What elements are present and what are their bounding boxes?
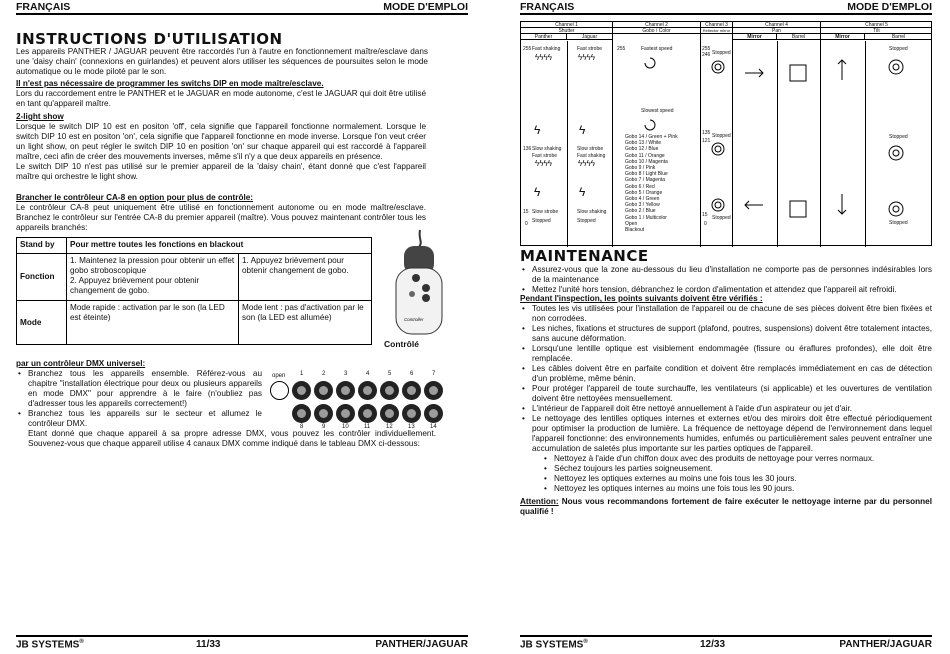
- dmx-value: 0: [704, 221, 707, 227]
- gobo-number: 4: [366, 371, 370, 377]
- gobo-list-item: Gobo 8 / Light Blue: [625, 171, 668, 178]
- rotate-icon: [643, 56, 657, 70]
- gobo-icon: [336, 404, 355, 423]
- fonction-cell-1a: 1. Maintenez la pression pour obtenir un effet gobo stroboscopique: [70, 256, 235, 275]
- gobo-icon: [424, 381, 443, 400]
- controller-caption: Contrôlé: [384, 339, 419, 349]
- dmx-value: 136: [523, 146, 532, 152]
- inspection-bullet: • Les câbles doivent être en parfaite condition et doivent être remplacés immédiatement en cas de détection d'un problème, même bénin.: [520, 364, 932, 384]
- gobo-list-item: Gobo 6 / Red: [625, 183, 655, 190]
- maintenance-bullets: [520, 265, 932, 295]
- pan-arrow-icon: [743, 66, 765, 80]
- gobo-number: 9: [322, 424, 326, 430]
- dmx-col-channel4: [733, 22, 821, 247]
- dmx-value: 135: [702, 130, 711, 136]
- channel-variant: Jaguar: [567, 34, 612, 40]
- gobo-icon: [380, 381, 399, 400]
- gobo-number: 13: [408, 424, 415, 430]
- attention-label: Attention:: [520, 497, 559, 506]
- dmx-label: Stopped: [889, 220, 908, 226]
- gobo-icon: [380, 404, 399, 423]
- dmx-col-channel3: [701, 22, 733, 247]
- spiral-icon: [887, 144, 905, 162]
- inspection-bullet: • Pour protéger l'appareil de toute surchauffe, les ventilateurs (si applicable) et les ouvertures de ventilation doivent être nettoyées mensuellement.: [520, 384, 932, 404]
- inspection-bullets: [520, 304, 932, 494]
- dmx-label: Stopped: [712, 50, 731, 56]
- inspection-bullet: • Le nettoyage des lentilles optiques internes et externes et/ou des miroirs doit être effectué périodiquement pour optimiser la production de lumière. La fréquence de nettoyage dépend de l'environnement dans lequel l'appareil fonctionne: des environnements humides, enfumés ou particulièrement sales peuvent entraîner une accumulation de saletés plus importante sur les parties optiques de l'appareil.: [520, 414, 932, 454]
- row-label-fonction: Fonction: [17, 254, 67, 301]
- dmx-label: Stopped: [889, 46, 908, 52]
- spiral-icon: [711, 198, 725, 212]
- page-header: [520, 1, 932, 15]
- gobo-icon: [402, 381, 421, 400]
- dmx-value: 0: [525, 221, 528, 227]
- gobo-list-item: Blackout: [625, 227, 645, 234]
- light-show-paragraph: Lorsque le switch DIP 10 est en positon 'off', cela signifie que l'appareil fonctionne normalement. Lorsque le switch DIP 10 est en positon 'on', cela signifie que l'appareil fonctionne en mode inverse. Lorsque l'on veut créer un light show, on peut régler le switch DIP 10 en position 'on' sur chaque appareil qui est raccordé à l'appareil maître, ceci afin de créer des mouvements inverses, même s'il n'y a que deux appareils en présence. Le switch DIP 10 n'est pas utilisé sur le premier appareil de la 'daisy chain', étant donné que c'est l'appareil maître qui orchestre le light show.: [16, 122, 426, 181]
- rotate-icon: [643, 118, 657, 132]
- maintenance-title: MAINTENANCE: [520, 247, 649, 265]
- ca8-heading: Brancher le contrôleur CA-8 en option pour plus de contrôle:: [16, 193, 254, 202]
- dmx-bullets: [16, 369, 262, 429]
- gobo-chart-row2: [270, 404, 442, 444]
- footer-brand: JB SYSTEMS: [16, 639, 80, 651]
- attention-text: Nous vous recommandons fortement de faire exécuter le nettoyage interne par du personnel qualifié !: [520, 497, 932, 516]
- gobo-icon: [358, 381, 377, 400]
- dmx-label: Fast strobe: [577, 46, 603, 52]
- gobo-list-item: Gobo 5 / Orange: [625, 189, 663, 196]
- channel-subheader: Shutter: [521, 28, 612, 34]
- dmx-label: Slow shaking: [532, 146, 562, 152]
- dmx-label: Stopped: [712, 215, 731, 221]
- inspection-heading: Pendant l'inspection, les points suivants doivent être vérifiés :: [520, 294, 763, 303]
- footer-page-number: 11/33: [196, 639, 221, 650]
- strobe-icon: ϟϟϟϟ: [578, 53, 595, 62]
- gobo-icon: [314, 381, 333, 400]
- dip-heading: Il n'est pas nécessaire de programmer les switchs DIP en mode maître/esclave.: [16, 79, 324, 88]
- channel-header: Channel 4: [733, 22, 820, 28]
- gobo-number: 5: [388, 371, 392, 377]
- channel-header: Channel 2: [613, 22, 700, 28]
- light-show-heading: 2-light show: [16, 112, 64, 121]
- gobo-list-item: Gobo 14 / Green + Pink: [625, 134, 678, 140]
- gobo-icon: [292, 381, 311, 400]
- dmx-label: Fast shaking: [577, 153, 606, 159]
- dmx-label: Slow strobe: [532, 209, 559, 215]
- controller-label: Controller: [404, 317, 424, 322]
- intro-paragraph: Les appareils PANTHER / JAGUAR peuvent être raccordés l'un à l'autre en fonctionnement maître/esclave dans une 'daisy chain' (connexions en guirlandes) et peuvent alors utiliser les séquences de poursuites selon le mode automatique ou le mode piloté par le son.: [16, 47, 428, 76]
- dmx-value: 15: [702, 212, 708, 218]
- channel-header: Channel 5: [821, 22, 932, 28]
- dmx-col-channel5: [821, 22, 932, 247]
- lightning-icon: ϟ: [579, 185, 586, 199]
- header-language: FRANÇAIS: [520, 1, 575, 13]
- gobo-icon: [292, 404, 311, 423]
- channel-subheader: Gobo / Color: [613, 28, 700, 34]
- gobo-icon: [402, 404, 421, 423]
- dip-paragraph: Lors du raccordement entre le PANTHER et le JAGUAR en mode autonome, c'est le JAGUAR qui doit être utilisé en tant qu'appareil maître.: [16, 89, 426, 108]
- inspection-bullet: • Lorsqu'une lentille optique est visiblement endommagée (fissure ou éraflures profondes), elle doit être remplacée.: [520, 344, 932, 364]
- spiral-icon: [887, 200, 905, 218]
- lightning-icon: ϟ: [534, 185, 541, 199]
- dmx-paragraph: Etant donné que chaque appareil à sa propre adresse DMX, vous pouvez les contrôler individuellement. Souvenez-vous que chaque appareil utilise 4 canaux DMX comme indiqué dans le tableau DMX ci-dessous:: [28, 429, 436, 448]
- gobo-number: 10: [342, 424, 349, 430]
- dmx-value: 246: [702, 52, 711, 58]
- dmx-value: 121: [702, 138, 711, 144]
- gobo-icon: [314, 404, 333, 423]
- cleaning-sub-bullet: • Nettoyez les optiques internes au moins une fois tous les 90 jours.: [520, 484, 932, 494]
- page-footer: [16, 635, 468, 651]
- row-label-mode: Mode: [17, 301, 67, 345]
- lightning-icon: ϟ: [579, 123, 586, 137]
- cleaning-sub-bullet: • Nettoyez à l'aide d'un chiffon doux avec des produits de nettoyage pour verres normaux.: [520, 454, 932, 464]
- controller-table: [16, 237, 372, 345]
- header-title: MODE D'EMPLOI: [847, 1, 932, 13]
- maintenance-bullet: • Mettez l'unité hors tension, débranchez le cordon d'alimentation et attendez que l'appareil ait refroidi.: [520, 285, 932, 295]
- gobo-list-item: Gobo 3 / Yellow: [625, 202, 660, 209]
- cleaning-sub-bullet: • Séchez toujours les parties soigneusement.: [520, 464, 932, 474]
- table-header-desc: Pour mettre toutes les fonctions en blackout: [67, 238, 372, 254]
- spiral-icon: [711, 60, 725, 74]
- dmx-value: 255: [702, 46, 711, 52]
- cleaning-sub-bullet: • Nettoyez les optiques externes au moins une fois tous les 30 jours.: [520, 474, 932, 484]
- gobo-list-item: Gobo 10 / Magenta: [625, 158, 668, 165]
- gobo-number: 11: [364, 424, 371, 430]
- channel-variant: Mirror: [821, 34, 865, 40]
- dmx-col-channel1: [521, 22, 613, 247]
- strobe-icon: ϟϟϟϟ: [578, 159, 595, 168]
- inspection-bullet: • Toutes les vis utilisées pour l'installation de l'appareil ou de chacune de ses pièces doivent être bien fixées et non corrodées.: [520, 304, 932, 324]
- header-language: FRANÇAIS: [16, 1, 71, 13]
- gobo-number: 6: [410, 371, 414, 377]
- barrel-icon: [787, 198, 809, 220]
- inspection-bullet: • Les niches, fixations et structures de support (plafond, poutres, suspensions) doivent être totalement intactes, sans aucune déformation.: [520, 324, 932, 344]
- gobo-list: [625, 134, 678, 233]
- dmx-label: Stopped: [889, 134, 908, 140]
- gobo-number: 3: [344, 371, 348, 377]
- ca8-paragraph: Le contrôleur CA-8 peut uniquement être utilisé en fonctionnement autonome ou en mode maître/esclave. Branchez le contrôleur sur l'entrée CA-8 du premier appareil (maître). Vous pouvez maintenant contrôler tous les appareils branchés:: [16, 203, 426, 232]
- dmx-label: Stopped: [532, 218, 551, 224]
- pan-arrow-icon: [743, 198, 765, 212]
- spiral-icon: [711, 142, 725, 156]
- dmx-label: Fast shaking: [532, 46, 561, 52]
- gobo-number: 1: [300, 371, 304, 377]
- dmx-bullet-1: • Branchez tous les appareils ensemble. Référez-vous au chapitre "installation électrique pour deux ou plusieurs appareils en mode DMX" pour apprendre à le faire (n'oubliez pas d'adresser tous les appareils correctement!): [16, 369, 262, 409]
- dmx-bullet-2: • Branchez tous les appareils sur le secteur et allumez le contrôleur DMX.: [16, 409, 262, 429]
- gobo-list-item: Gobo 2 / Blue: [625, 208, 656, 215]
- gobo-list-item: Gobo 1 / Multicolor: [625, 214, 667, 221]
- section-title: INSTRUCTIONS D'UTILISATION: [16, 30, 283, 48]
- table-header-standby: Stand by: [17, 238, 67, 254]
- dmx-label: Fast strobe: [532, 153, 558, 159]
- channel-subheader: Pan: [733, 28, 820, 34]
- attention-note: [520, 497, 932, 517]
- dmx-col-channel2: [613, 22, 701, 247]
- gobo-list-item: Gobo 7 / Magenta: [625, 177, 666, 184]
- right-page: [520, 0, 932, 654]
- header-title: MODE D'EMPLOI: [383, 1, 468, 13]
- gobo-icon: [336, 381, 355, 400]
- gobo-list-item: Gobo 13 / White: [625, 140, 662, 147]
- maintenance-bullet: • Assurez-vous que la zone au-dessous du lieu d'installation ne comporte pas de personnes indésirables lors de la maintenance: [520, 265, 932, 285]
- lightning-icon: ϟ: [534, 123, 541, 137]
- gobo-list-item: Gobo 12 / Blue: [625, 146, 659, 153]
- channel-variant: Barrel: [865, 34, 932, 40]
- channel-subheader: Reflector mirror: [702, 28, 731, 33]
- dmx-label: Fastest speed: [641, 46, 673, 52]
- gobo-number: 12: [386, 424, 393, 430]
- mode-cell-1: Mode rapide : activation par le son (la LED est éteinte): [67, 301, 239, 345]
- tilt-arrow-icon: [835, 58, 849, 82]
- gobo-number: 2: [322, 371, 326, 377]
- channel-variant: Panther: [521, 34, 567, 40]
- footer-reg: ®: [583, 639, 588, 645]
- dmx-value: 255: [617, 46, 626, 52]
- gobo-number: 7: [432, 371, 436, 377]
- gobo-icon: [424, 404, 443, 423]
- footer-reg: ®: [79, 639, 84, 645]
- strobe-icon: ϟϟϟϟ: [535, 53, 552, 62]
- gobo-number: 8: [300, 424, 304, 430]
- gobo-list-item: Open: [625, 220, 638, 227]
- mode-cell-2: Mode lent : pas d'activation par le son (la LED est allumée): [239, 301, 372, 345]
- dmx-label: Stopped: [577, 218, 596, 224]
- channel-variant: Barrel: [777, 34, 820, 40]
- channel-header: Channel 1: [521, 22, 612, 28]
- gobo-open-icon: [270, 381, 289, 400]
- fonction-cell-2: 1. Appuyez brièvement pour obtenir changement de gobo.: [239, 254, 372, 301]
- dmx-table: [520, 21, 932, 246]
- gobo-open-label: open: [272, 373, 286, 379]
- left-page: [16, 0, 468, 654]
- footer-page-number: 12/33: [700, 639, 726, 650]
- dmx-label: Slowest speed: [641, 108, 674, 114]
- channel-variant: Mirror: [733, 34, 777, 40]
- page-header: [16, 1, 468, 15]
- footer-brand: JB SYSTEMS: [520, 639, 584, 651]
- barrel-icon: [787, 62, 809, 84]
- gobo-number: 14: [430, 424, 437, 430]
- ca8-controller-image: [388, 228, 448, 340]
- gobo-list-item: Gobo 11 / Orange: [625, 152, 665, 159]
- fonction-cell-1b: 2. Appuyez brièvement pour obtenir changement de gobo.: [70, 276, 200, 295]
- gobo-list-item: Gobo 9 / Pink: [625, 165, 656, 172]
- dmx-label: Slow shaking: [577, 209, 607, 215]
- footer-product: PANTHER/JAGUAR: [375, 639, 468, 650]
- footer-product: PANTHER/JAGUAR: [839, 639, 932, 650]
- channel-header: Channel 3: [701, 22, 732, 28]
- dmx-label: Slow strobe: [577, 146, 604, 152]
- channel-subheader: Tilt: [821, 28, 932, 34]
- dmx-label: Stopped: [712, 133, 731, 139]
- dmx-value: 255: [523, 46, 532, 52]
- spiral-icon: [887, 58, 905, 76]
- page-footer: [520, 635, 932, 651]
- gobo-list-item: Gobo 4 / Green: [625, 196, 660, 203]
- tilt-arrow-icon: [835, 192, 849, 216]
- dmx-heading: par un contrôleur DMX universel:: [16, 359, 146, 368]
- gobo-icon: [358, 404, 377, 423]
- dmx-value: 15: [523, 209, 529, 215]
- strobe-icon: ϟϟϟϟ: [535, 159, 552, 168]
- inspection-bullet: • L'intérieur de l'appareil doit être nettoyé annuellement à l'aide d'un aspirateur ou jet d'air.: [520, 404, 932, 414]
